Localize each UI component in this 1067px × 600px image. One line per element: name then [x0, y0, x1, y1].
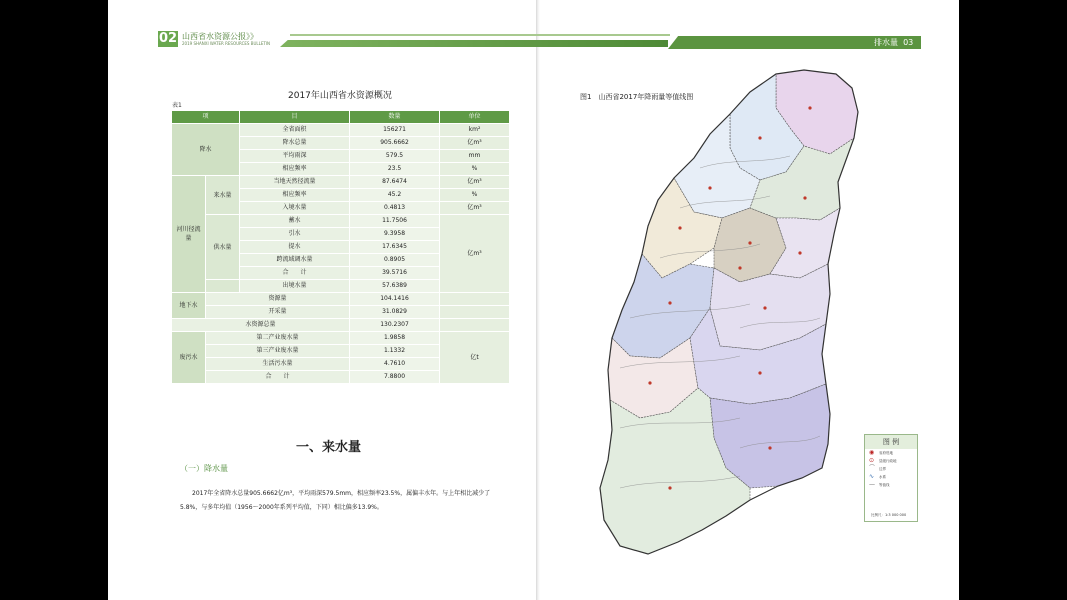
row-label: 蓄水	[240, 215, 350, 228]
group-drain: 废污水	[172, 332, 206, 384]
row-value: 39.5716	[350, 267, 440, 280]
city-marker	[798, 251, 801, 254]
row-value: 1.9858	[350, 332, 440, 345]
drain-unit: 亿t	[440, 332, 510, 384]
row-value: 17.6345	[350, 241, 440, 254]
row-value: 0.8905	[350, 254, 440, 267]
row-label: 水资源总量	[172, 319, 350, 332]
header-green-bar-left	[280, 40, 668, 47]
row-label: 合 计	[240, 267, 350, 280]
city-marker	[708, 186, 711, 189]
legend-item-isohyet: — 等值线	[869, 481, 890, 488]
group-ground: 地下水	[172, 293, 206, 319]
row-value: 11.7506	[350, 215, 440, 228]
row-label: 降水总量	[240, 137, 350, 150]
legend-item-capital: ◉ 省府驻地	[869, 449, 893, 456]
table-header-row	[172, 111, 510, 124]
group-inflow: 来水量	[206, 176, 240, 215]
row-unit: 亿m³	[440, 137, 510, 150]
row-label: 入境水量	[240, 202, 350, 215]
table-row	[172, 293, 510, 306]
table-caption: 表1	[172, 102, 182, 109]
row-value: 7.8800	[350, 371, 440, 384]
city-marker	[738, 266, 741, 269]
row-value: 104.1416	[350, 293, 440, 306]
row-label: 合 计	[206, 371, 350, 384]
row-value: 130.2307	[350, 319, 440, 332]
row-label: 出境水量	[240, 280, 350, 293]
table-title: 2017年山西省水资源概况	[288, 91, 392, 101]
water-resources-table	[171, 110, 510, 384]
table-row	[172, 319, 510, 332]
page-number-right: 03	[903, 38, 914, 47]
row-label: 当地天然径流量	[240, 176, 350, 189]
book-spine	[536, 0, 540, 600]
map-scale: 比例尺：1:3 000 000	[871, 513, 907, 517]
row-unit: %	[440, 189, 510, 202]
header-right-label	[874, 37, 913, 48]
group-precip: 降水	[172, 124, 240, 176]
bulletin-title: 山西省水资源公报》》	[182, 32, 258, 41]
map-legend	[864, 434, 918, 522]
city-dot-icon: ⊙	[869, 457, 875, 464]
city-marker	[808, 106, 811, 109]
bulletin-subtitle: 2019 SHANXI WATER RESOURCES BULLETIN	[182, 41, 271, 46]
row-label: 第三产业废水量	[206, 345, 350, 358]
row-value: 45.2	[350, 189, 440, 202]
row-label: 引水	[240, 228, 350, 241]
row-unit: 亿m³	[440, 202, 510, 215]
row-value: 57.6389	[350, 280, 440, 293]
city-marker	[758, 136, 761, 139]
city-marker	[748, 241, 751, 244]
row-value: 905.6662	[350, 137, 440, 150]
river-line-icon: ∿	[869, 473, 875, 480]
row-value: 156271	[350, 124, 440, 137]
group-supply: 供水量	[206, 215, 240, 280]
city-marker	[763, 306, 766, 309]
row-label: 开采量	[206, 306, 350, 319]
section-title: 一、来水量	[296, 440, 362, 455]
row-value: 1.1332	[350, 345, 440, 358]
row-value: 0.4813	[350, 202, 440, 215]
map-title: 图1 山西省2017年降雨量等值线图	[580, 93, 694, 101]
legend-title: 图 例	[865, 435, 917, 449]
rainfall-isohyet-map	[590, 68, 880, 568]
legend-item-river: ∿ 水系	[869, 473, 886, 480]
row-label: 第二产业废水量	[206, 332, 350, 345]
header-item: 项	[172, 111, 240, 124]
table-row	[172, 176, 510, 189]
table-row	[172, 215, 510, 228]
isohyet-line-icon: —	[869, 481, 875, 488]
row-value: 4.7610	[350, 358, 440, 371]
row-label: 相应频率	[240, 189, 350, 202]
row-unit: mm	[440, 150, 510, 163]
row-value: 23.5	[350, 163, 440, 176]
capital-star-icon: ◉	[869, 449, 875, 456]
city-marker	[758, 371, 761, 374]
legend-item-boundary: ⌒ 边界	[869, 465, 886, 472]
row-value: 579.5	[350, 150, 440, 163]
city-marker	[678, 226, 681, 229]
row-unit: 亿m³	[440, 176, 510, 189]
subsection-title: （一）降水量	[180, 464, 228, 473]
city-marker	[668, 486, 671, 489]
city-marker	[803, 196, 806, 199]
city-marker	[668, 301, 671, 304]
row-unit: km²	[440, 124, 510, 137]
row-label: 生活污水量	[206, 358, 350, 371]
row-label: 跨流域调水量	[240, 254, 350, 267]
group-river: 河川径流量	[172, 176, 206, 293]
header-thin-rule	[290, 34, 670, 36]
row-label: 相应频率	[240, 163, 350, 176]
right-section-name: 排水量	[874, 38, 898, 47]
table-row	[172, 332, 510, 345]
table-row	[172, 124, 510, 137]
row-label: 平均雨深	[240, 150, 350, 163]
supply-unit: 亿m³	[440, 215, 510, 293]
row-value: 9.3958	[350, 228, 440, 241]
city-marker	[648, 381, 651, 384]
row-value: 31.0829	[350, 306, 440, 319]
row-label: 提水	[240, 241, 350, 254]
legend-item-city: ⊙ 县级行政地	[869, 457, 897, 464]
header-unit: 单位	[440, 111, 510, 124]
row-value: 87.6474	[350, 176, 440, 189]
table-row	[172, 306, 510, 319]
boundary-line-icon: ⌒	[869, 465, 876, 472]
row-label: 全省面积	[240, 124, 350, 137]
header-item-2: 目	[240, 111, 350, 124]
header-quantity: 数量	[350, 111, 440, 124]
page-number-left: 02	[158, 31, 178, 46]
city-marker	[768, 446, 771, 449]
body-paragraph: 2017年全省降水总量905.6662亿m³，平均雨深579.5mm，相应频率23.5%，属偏丰水年。与上年相比减少了5.8%，与多年均值（1956～2000年系列平均值，下同）相比偏多13.9%。	[180, 490, 491, 511]
row-unit: %	[440, 163, 510, 176]
row-label: 资源量	[206, 293, 350, 306]
